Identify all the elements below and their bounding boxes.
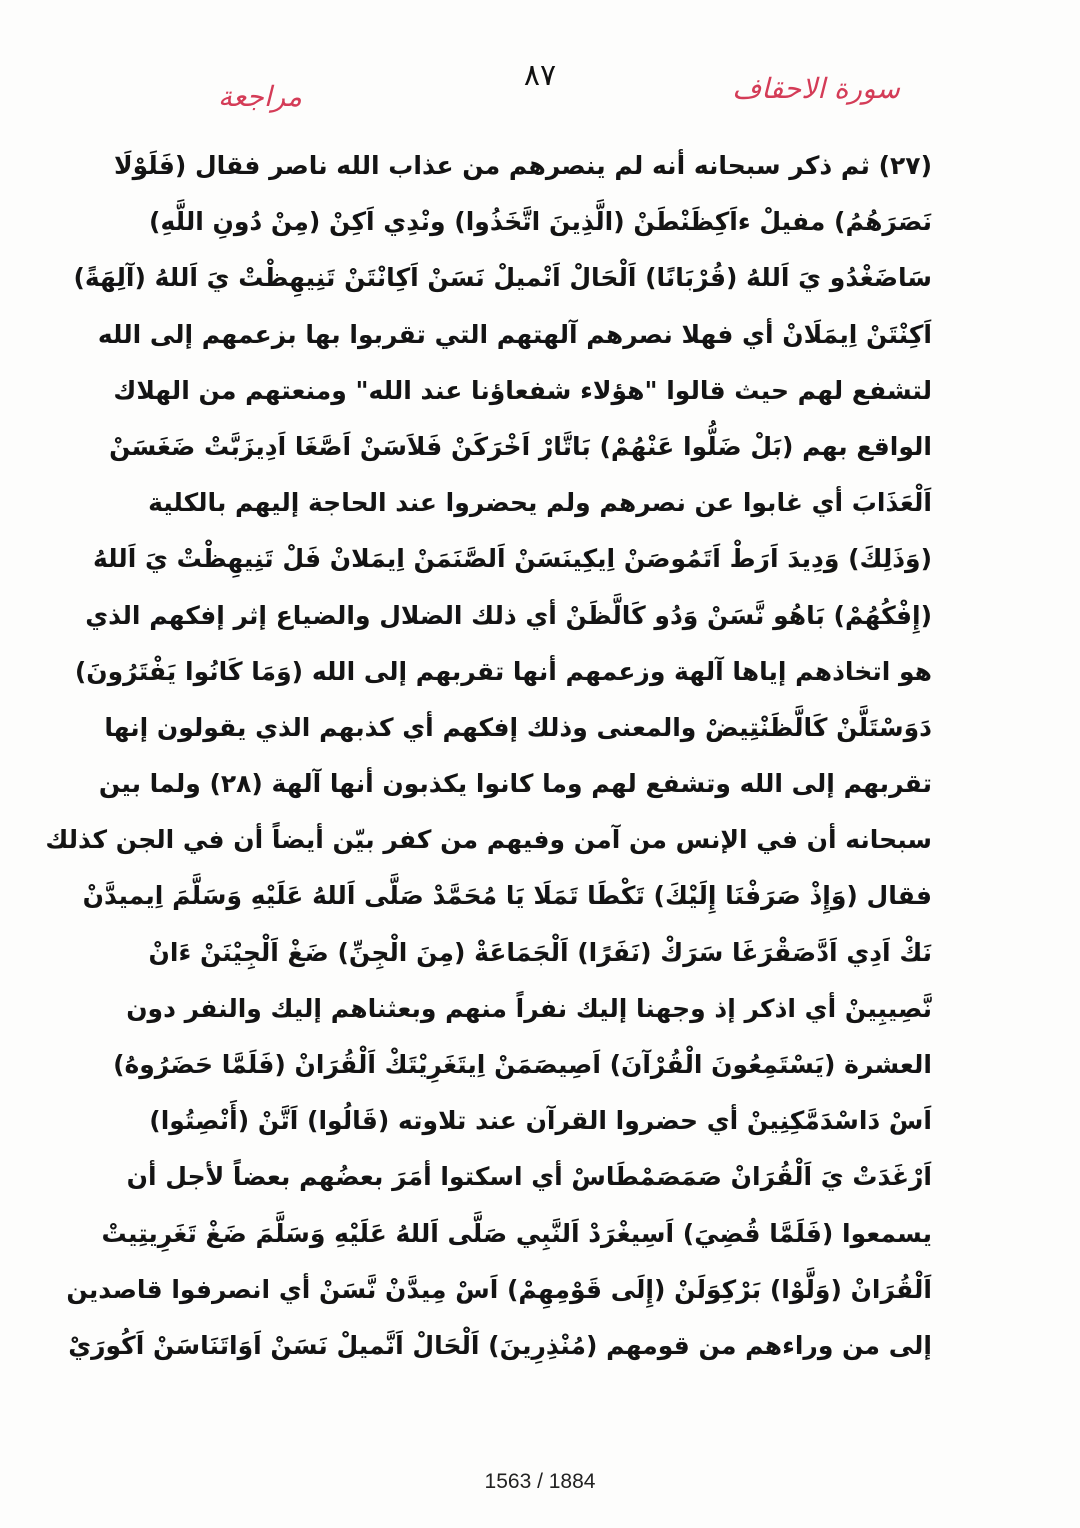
text-line: فقال (وَإِذْ صَرَفْنَا إِلَيْكَ) تَكْطَا تَمَلَا يَا مُحَمَّدْ صَلَّى اَللهُ عَلَيْهِ وَسَلَّمَ اِيميدَّنْ xyxy=(82,881,932,911)
text-line: الواقع بهم (بَلْ ضَلُّوا عَنْهُمْ) بَاتَّارْ اَخْرَكَنْ فَلاَسَنْ اَصَّغَا اَدِيزَبَّتْ ضَغَسَنْ xyxy=(109,431,932,461)
text-line: سَاضَغْدُو يَ اَللهُ (قُرْبَانًا) اَلْحَالْ اَنْميلْ نَسَنْ اَكِانْتَنْ تَنِيهِظْتْ يَ اَللهُ (آلِهَةً) xyxy=(73,263,932,293)
page-counter: 1563 / 1884 xyxy=(484,1470,596,1493)
text-line: اَسْ دَاسْدَمَّكِنِينْ أي حضروا القرآن عند تلاوته (قَالُوا) اَتَّنْ (أَنْصِتُوا) xyxy=(149,1106,932,1136)
text-line: (٢٧) ثم ذكر سبحانه أنه لم ينصرهم من عذاب الله ناصر فقال (فَلَوْلَا xyxy=(113,151,932,180)
text-line: يسمعوا (فَلَمَّا قُضِيَ) اَسِيغْرَدْ اَلنَّبِي صَلَّى اَللهُ عَلَيْهِ وَسَلَّمَ ضَغْ تَغَرِيتِيتْ xyxy=(101,1218,932,1248)
handwritten-review-note: مراجعة xyxy=(218,80,303,113)
page-number: ٨٧ xyxy=(523,58,557,93)
text-line: لتشفع لهم حيث قالوا "هؤلاء شفعاؤنا عند الله" ومنعتهم من الهلاك xyxy=(113,375,932,405)
handwritten-surah-note: سورة الاحقاف xyxy=(732,72,900,105)
text-line: هو اتخاذهم إياها آلهة وزعمهم أنها تقربهم إلى الله (وَمَا كَانُوا يَفْتَرُونَ) xyxy=(74,656,932,686)
text-line: نَّصِيبِينْ أي اذكر إذ وجهنا إليك نفراً منهم وبعثناهم إليك والنفر دون xyxy=(126,993,932,1023)
text-line: اَكِنْتَنْ اِيمَلَانْ أي فهلا نصرهم آلهتهم التي تقربوا بها بزعمهم إلى الله xyxy=(97,319,932,349)
text-line: دَوَسْتَلَّنْ كَالَّظَنْتِيضْ والمعنى وذلك إفكهم أي كذبهم الذي يقولون إنها xyxy=(104,712,932,742)
text-line: سبحانه أن في الإنس من آمن وفيهم من كفر بيّن أيضاً أن في الجن كذلك xyxy=(45,825,932,855)
text-line: (وَذَلِكَ) وَدِيدَ اَرَطْ اَتَمُوصَنْ اِيكِينَسَنْ اَلصَّنَمَنْ اِيمَلانْ فَلْ تَنِيهِظْتْ يَ اَللهُ xyxy=(92,544,932,574)
text-line: (إِفْكُهُمْ) بَاهُو نَّسَنْ وَدُو كَالَّظَنْ أي ذلك الضلال والضياع إثر إفكهم الذي xyxy=(85,600,932,630)
text-line: اَلْعَذَابَ أي غابوا عن نصرهم ولم يحضروا عند الحاجة إليهم بالكلية xyxy=(148,488,932,518)
text-line: اَرْغَدَتْ يَ اَلْقُرَانْ صَمَصَمْطَاسْ أي اسكتوا أمَرَ بعضُهم بعضاً لأجل أن xyxy=(126,1162,932,1192)
text-line: تقربهم إلى الله وتشفع لهم وما كانوا يكذبون أنها آلهة (٢٨) ولما بين xyxy=(98,769,932,799)
text-line: اَلْقُرَانْ (وَلَّوْا) بَرْكِوَلَنْ (إِلَى قَوْمِهِمْ) اَسْ مِيدَّنْ نَّسَنْ أي انصرفوا قاصدين xyxy=(66,1274,932,1304)
tafsir-body-text xyxy=(45,138,932,1374)
text-line: العشرة (يَسْتَمِعُونَ الْقُرْآنَ) اَصِيصَمَنْ اِيتَغَرِيْتَكْ اَلْقُرَانْ (فَلَمَّا حَضَرُوهُ) xyxy=(113,1050,932,1079)
text-line: نَصَرَهُمُ) مفيلْ ءاَكِظَنْطَنْ (الَّذِينَ اتَّخَذُوا) ونْدِي اَكِنْ (مِنْ دُونِ اللَّهِ) xyxy=(149,207,932,237)
text-line: إلى من وراءهم من قومهم (مُنْذِرِينَ) اَلْحَالْ اَنَّميلْ نَسَنْ اَوَاتَنَاسَنْ اَكُورَيْ xyxy=(68,1330,932,1360)
text-line: نَكْ اَدِي اَدَّصَقْرَغَا سَرَكْ (نَفَرًا) اَلْجَمَاعَةْ (مِنَ الْجِنِّ) ضَغْ اَلْجِيْنَنْ ءَانْ xyxy=(148,937,932,967)
